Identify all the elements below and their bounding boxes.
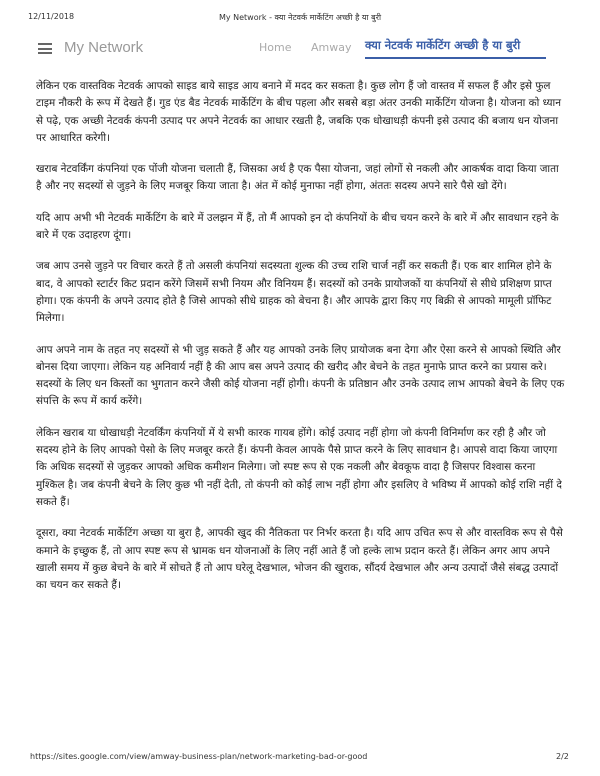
page-number: 2/2 (556, 752, 569, 761)
nav-item-home[interactable]: Home (259, 41, 292, 54)
site-navigation (0, 36, 600, 62)
article-paragraph: जब आप उनसे जुड़ने पर विचार करते हैं तो असली कंपनियां सदस्यता शुल्क की उच्च राशि चार्ज नहीं कर सकती हैं। एक बार शामिल होने के बाद, वे आपको स्टार्टर किट प्रदान करेंगे जिसमें सभी नियम और विनियम हैं। सदस्यों को उनके प्रायोजकों या कंपनियों से सीधे प्रशिक्षण प्राप्त होगा। एक कंपनी के अपने उत्पाद होते है जिसे आपको सीधे ग्राहक को बेचना है। और आपके द्वारा किए गए बिक्री से आपको मामूली प्रॉफिट मिलेगा। (36, 260, 552, 325)
print-date: 12/11/2018 (28, 12, 75, 21)
article-paragraph: आप अपने नाम के तहत नए सदस्यों से भी जुड़ सकते हैं और यह आपको उनके लिए प्रायोजक बना देगा और ऐसा करने से आपको स्थिति और बोनस दिया जाएगा। लेकिन यह अनिवार्य नहीं है की आप बस अपने उत्पाद की खरीद और बेचने के तहत मुनाफे प्राप्त करने का प्रयास करे। सदस्यों के लिए धन किस्तों का भुगतान करने जैसी कोई योजना नहीं होगी। कंपनी के प्रतिष्ठान और उनके उत्पाद लाभ आपको बेचने के लिए एक संपत्ति के रूप में कार्य करेंगे। (36, 343, 565, 408)
article-paragraph: लेकिन खराब या धोखाधड़ी नेटवर्किंग कंपनियों में ये सभी कारक गायब होंगे। कोई उत्पाद नहीं होगा जो कंपनी विनिर्माण कर रही है और जो सदस्य होने के लिए आपको पेसो के लिए मजबूर करते हैं। कंपनी केवल आपके पैसे प्राप्त करने के लिए सावधान है। आपसे वादा किया जाएगा कि अधिक सदस्यों से जुड़कर आपको अधिक कमीशन मिलेगा। जो स्पष्ट रूप से एक नकली और बेवकूफ वादा है जिसपर विश्वास करना मुश्किल है। जब कंपनी बेचने के लिए कुछ भी नहीं देती, तो कंपनी को कोई लाभ नहीं होगा और इसलिए वे भविष्य में आपको कोई राशि नहीं दे सकते हैं। (36, 426, 562, 508)
article-content (36, 78, 566, 608)
nav-item-current-page[interactable]: क्या नेटवर्क मार्केटिंग अच्छी है या बुरी (365, 38, 521, 52)
hamburger-menu-icon[interactable] (38, 43, 52, 54)
nav-item-amway[interactable]: Amway (311, 41, 352, 54)
print-header (0, 12, 600, 26)
site-title[interactable]: My Network (64, 39, 144, 56)
print-page-title: My Network - क्या नेटवर्क मार्केटिंग अच्छी है या बुरी (218, 13, 382, 22)
article-paragraph: दूसरा, क्या नेटवर्क मार्केटिंग अच्छा या बुरा है, आपकी खुद की नैतिकता पर निर्भर करता है। यदि आप उचित रूप से और वास्तविक रूप से पैसे कमाने के इच्छुक हैं, तो आप स्पष्ट रूप से भ्रामक धन योजनाओं के लिए नहीं आते हैं जो हल्के लाभ प्रदान करते हैं। लेकिन अगर आप अपने खाली समय में कुछ बेचने के बारे में सोचते हैं तो आप घरेलू देखभाल, भोजन की खुराक, सौंदर्य देखभाल और अन्य उत्पादों जैसे संबद्ध उत्पादों का चयन कर सकते हैं। (36, 527, 563, 592)
active-tab-underline (365, 57, 546, 59)
article-paragraph: खराब नेटवर्किंग कंपनियां एक पोंजी योजना चलाती हैं, जिसका अर्थ है एक पैसा योजना, जहां लोगों से नकली और आकर्षक वादा किया जाता है और नए सदस्यों से जुड़ने के लिए मजबूर किया जाता है। अंत में कोई मुनाफा नहीं होगा, अंततः सदस्य अपने सारे पैसे खो देंगे। (36, 163, 559, 193)
article-paragraph: लेकिन एक वास्तविक नेटवर्क आपको साइड बाये साइड आय बनाने में मदद कर सकता है। कुछ लोग हैं जो वास्तव में सफल हैं और इसे फुल टाइम नौकरी के रूप में देखते हैं। गुड एंड बैड नेटवर्क मार्केटिंग के बीच पहला और सबसे बड़ा अंतर उनकी मार्केटिंग योजना है। योजना को ध्यान से पढ़े, एक अच्छी नेटवर्क कंपनी उत्पाद पर अपने नेटवर्क का आधार रखती है, जबकि एक धोखाधड़ी कंपनी इसे उत्पाद की बजाय धन योजना पर आधारित करेगी। (36, 80, 561, 144)
article-paragraph: यदि आप अभी भी नेटवर्क मार्केटिंग के बारे में उलझन में हैं, तो मैं आपको इन दो कंपनियों के बीच चयन करने के बारे में और सावधान रहने के बारे में एक उदाहरण दूंगा। (36, 211, 559, 242)
page-url: https://sites.google.com/view/amway-business-plan/network-marketing-bad-or-good (30, 752, 368, 761)
